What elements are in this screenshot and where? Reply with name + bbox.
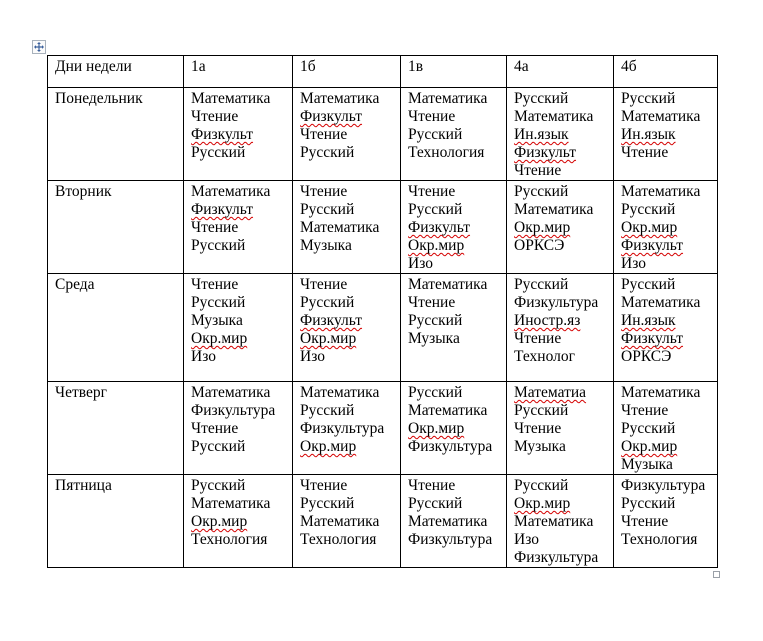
- subject-label: Изо: [514, 531, 539, 548]
- misspelled-word: Окр.мир: [514, 495, 571, 512]
- subject-label: Чтение: [408, 108, 456, 125]
- table-row: [48, 88, 718, 181]
- schedule-cell[interactable]: [184, 475, 293, 568]
- table-row: [48, 382, 718, 475]
- subject-label: Русский: [191, 477, 246, 494]
- subject-label: Русский: [621, 201, 676, 218]
- column-header-cell[interactable]: [614, 56, 718, 88]
- subject-label: Чтение: [300, 126, 348, 143]
- subject-label: Музыка: [621, 456, 673, 473]
- subject-label: Математика: [300, 513, 380, 530]
- schedule-cell[interactable]: [507, 88, 614, 181]
- subject-label: [514, 219, 611, 237]
- subject-label: Русский: [300, 495, 355, 512]
- schedule-cell[interactable]: [614, 88, 718, 181]
- misspelled-word: Окр.мир: [191, 513, 248, 530]
- subject-label: ОРКСЭ: [621, 348, 672, 365]
- subject-label: Русский: [514, 90, 569, 107]
- day-label: Понедельник: [55, 90, 143, 107]
- schedule-cell[interactable]: [184, 88, 293, 181]
- subject-label: Математика: [300, 219, 380, 236]
- subject-label: Математика: [191, 495, 271, 512]
- misspelled-word: Окр.мир: [408, 420, 465, 437]
- column-header-cell[interactable]: [184, 56, 293, 88]
- subject-label: Чтение: [300, 276, 348, 293]
- subject-label: Физкультура: [191, 402, 276, 419]
- subject-label: Чтение: [621, 513, 669, 530]
- subject-label: Русский: [514, 402, 569, 419]
- schedule-cell[interactable]: [507, 382, 614, 475]
- table-move-handle[interactable]: [32, 40, 46, 54]
- misspelled-word: Окр.мир: [408, 237, 465, 254]
- subject-label: Физкультура: [514, 294, 599, 311]
- schedule-cell[interactable]: [507, 181, 614, 274]
- table-row: [48, 181, 718, 274]
- misspelled-word: Окр.мир: [300, 438, 357, 455]
- schedule-cell[interactable]: [293, 181, 401, 274]
- subject-label: Чтение: [514, 330, 562, 347]
- subject-label: Математика: [300, 90, 380, 107]
- subject-label: Русский: [191, 438, 246, 455]
- day-cell[interactable]: [48, 181, 184, 274]
- subject-label: Математика: [191, 384, 271, 401]
- misspelled-word: Иностр.яз: [514, 312, 581, 329]
- subject-label: Русский: [621, 420, 676, 437]
- subject-label: Чтение: [621, 144, 669, 161]
- schedule-table: [47, 55, 718, 568]
- subject-label: Русский: [408, 201, 463, 218]
- misspelled-word: Окр.мир: [191, 330, 248, 347]
- subject-label: Физкультура: [514, 549, 599, 566]
- subject-label: Чтение: [191, 219, 239, 236]
- subject-label: Технолог: [514, 348, 575, 365]
- column-header-label: Дни недели: [55, 58, 132, 75]
- subject-label: [300, 438, 398, 456]
- subject-label: [514, 312, 611, 330]
- subject-label: Чтение: [514, 162, 562, 179]
- schedule-cell[interactable]: [614, 181, 718, 274]
- misspelled-word: Физкульт: [300, 108, 363, 125]
- subject-label: ОРКСЭ: [514, 237, 565, 254]
- subject-label: Изо: [621, 255, 646, 272]
- subject-label: [514, 126, 611, 144]
- subject-label: Чтение: [408, 183, 456, 200]
- column-header-cell[interactable]: [507, 56, 614, 88]
- subject-label: [191, 201, 290, 219]
- move-cross-icon: [34, 42, 44, 52]
- subject-label: [621, 237, 715, 255]
- subject-label: Русский: [300, 201, 355, 218]
- subject-label: Музыка: [300, 237, 352, 254]
- subject-label: Математика: [621, 384, 701, 401]
- subject-label: Музыка: [408, 330, 460, 347]
- subject-label: Технология: [300, 531, 377, 548]
- schedule-cell[interactable]: [401, 274, 507, 382]
- misspelled-word: Математиа: [514, 384, 587, 401]
- subject-label: Русский: [191, 294, 246, 311]
- subject-label: Русский: [621, 276, 676, 293]
- subject-label: Русский: [514, 276, 569, 293]
- subject-label: Русский: [514, 183, 569, 200]
- misspelled-word: Окр.мир: [300, 330, 357, 347]
- subject-label: Математика: [408, 90, 488, 107]
- schedule-cell[interactable]: [614, 475, 718, 568]
- schedule-cell[interactable]: [293, 274, 401, 382]
- misspelled-word: Физкульт: [300, 312, 363, 329]
- subject-label: Чтение: [408, 294, 456, 311]
- subject-label: [514, 384, 611, 402]
- misspelled-word: Окр.мир: [621, 219, 678, 236]
- subject-label: Математика: [408, 402, 488, 419]
- subject-label: Физкультура: [621, 477, 706, 494]
- subject-label: Русский: [300, 402, 355, 419]
- subject-label: [191, 513, 290, 531]
- subject-label: Чтение: [191, 108, 239, 125]
- subject-label: Математика: [191, 90, 271, 107]
- subject-label: [300, 312, 398, 330]
- misspelled-word: Ин.язык: [514, 126, 569, 143]
- subject-label: [408, 420, 504, 438]
- day-label: Вторник: [55, 183, 112, 200]
- schedule-cell[interactable]: [614, 274, 718, 382]
- misspelled-word: Окр.мир: [514, 219, 571, 236]
- misspelled-word: Физкульт: [621, 237, 684, 254]
- header-row: [48, 56, 718, 88]
- misspelled-word: Физкульт: [408, 219, 471, 236]
- subject-label: [191, 126, 290, 144]
- subject-label: Русский: [514, 477, 569, 494]
- schedule-cell[interactable]: [184, 382, 293, 475]
- column-header-cell[interactable]: [48, 56, 184, 88]
- subject-label: [514, 495, 611, 513]
- subject-label: [408, 219, 504, 237]
- column-header-label: 1в: [408, 58, 424, 75]
- misspelled-word: Окр.мир: [621, 438, 678, 455]
- subject-label: Русский: [300, 294, 355, 311]
- schedule-cell[interactable]: [401, 88, 507, 181]
- column-header-label: 1а: [191, 58, 206, 75]
- schedule-cell[interactable]: [293, 382, 401, 475]
- subject-label: Чтение: [191, 276, 239, 293]
- subject-label: Математика: [514, 201, 594, 218]
- subject-label: Технология: [191, 531, 268, 548]
- day-cell[interactable]: [48, 88, 184, 181]
- subject-label: Чтение: [300, 477, 348, 494]
- subject-label: Русский: [191, 144, 246, 161]
- subject-label: Математика: [514, 108, 594, 125]
- schedule-cell[interactable]: [507, 274, 614, 382]
- subject-label: [300, 108, 398, 126]
- column-header-label: 4а: [514, 58, 529, 75]
- misspelled-word: Ин.язык: [621, 126, 676, 143]
- schedule-cell[interactable]: [401, 475, 507, 568]
- subject-label: Математика: [621, 183, 701, 200]
- schedule-cell[interactable]: [401, 181, 507, 274]
- schedule-cell[interactable]: [614, 382, 718, 475]
- subject-label: Математика: [408, 513, 488, 530]
- subject-label: Русский: [191, 237, 246, 254]
- column-header-cell[interactable]: [401, 56, 507, 88]
- subject-label: [408, 237, 504, 255]
- column-header-label: 1б: [300, 58, 316, 75]
- subject-label: Технология: [408, 144, 485, 161]
- subject-label: Технология: [621, 531, 698, 548]
- day-label: Четверг: [55, 384, 107, 401]
- subject-label: Русский: [408, 384, 463, 401]
- day-cell[interactable]: [48, 475, 184, 568]
- misspelled-word: Ин.язык: [621, 312, 676, 329]
- subject-label: Изо: [408, 255, 433, 272]
- subject-label: [621, 438, 715, 456]
- schedule-cell[interactable]: [293, 88, 401, 181]
- schedule-cell[interactable]: [401, 382, 507, 475]
- subject-label: Чтение: [191, 420, 239, 437]
- subject-label: Математика: [621, 294, 701, 311]
- subject-label: Физкультура: [408, 438, 493, 455]
- table-row: [48, 475, 718, 568]
- column-header-label: 4б: [621, 58, 637, 75]
- subject-label: Русский: [408, 126, 463, 143]
- misspelled-word: Физкульт: [621, 330, 684, 347]
- subject-label: Физкультура: [408, 531, 493, 548]
- subject-label: Математика: [514, 513, 594, 530]
- subject-label: Чтение: [408, 477, 456, 494]
- subject-label: [191, 330, 290, 348]
- subject-label: Музыка: [514, 438, 566, 455]
- subject-label: Русский: [621, 495, 676, 512]
- day-cell[interactable]: [48, 274, 184, 382]
- schedule-cell[interactable]: [184, 274, 293, 382]
- misspelled-word: Физкульт: [191, 126, 254, 143]
- subject-label: Математика: [191, 183, 271, 200]
- schedule-cell[interactable]: [293, 475, 401, 568]
- schedule-cell[interactable]: [184, 181, 293, 274]
- day-label: Среда: [55, 276, 95, 293]
- subject-label: Русский: [408, 312, 463, 329]
- subject-label: Музыка: [191, 312, 243, 329]
- misspelled-word: Физкульт: [191, 201, 254, 218]
- subject-label: [621, 219, 715, 237]
- subject-label: [621, 312, 715, 330]
- subject-label: Чтение: [621, 402, 669, 419]
- column-header-cell[interactable]: [293, 56, 401, 88]
- subject-label: Изо: [191, 348, 216, 365]
- day-cell[interactable]: [48, 382, 184, 475]
- subject-label: Чтение: [300, 183, 348, 200]
- subject-label: Математика: [408, 276, 488, 293]
- subject-label: Изо: [300, 348, 325, 365]
- subject-label: [621, 126, 715, 144]
- table-resize-handle[interactable]: [713, 571, 720, 578]
- subject-label: Чтение: [514, 420, 562, 437]
- subject-label: [621, 330, 715, 348]
- day-label: Пятница: [55, 477, 112, 494]
- misspelled-word: Физкульт: [514, 144, 577, 161]
- subject-label: Математика: [300, 384, 380, 401]
- schedule-cell[interactable]: [507, 475, 614, 568]
- subject-label: [514, 144, 611, 162]
- subject-label: Русский: [621, 90, 676, 107]
- subject-label: Русский: [300, 144, 355, 161]
- subject-label: Русский: [408, 495, 463, 512]
- subject-label: [300, 330, 398, 348]
- subject-label: Математика: [621, 108, 701, 125]
- table-row: [48, 274, 718, 382]
- subject-label: Физкультура: [300, 420, 385, 437]
